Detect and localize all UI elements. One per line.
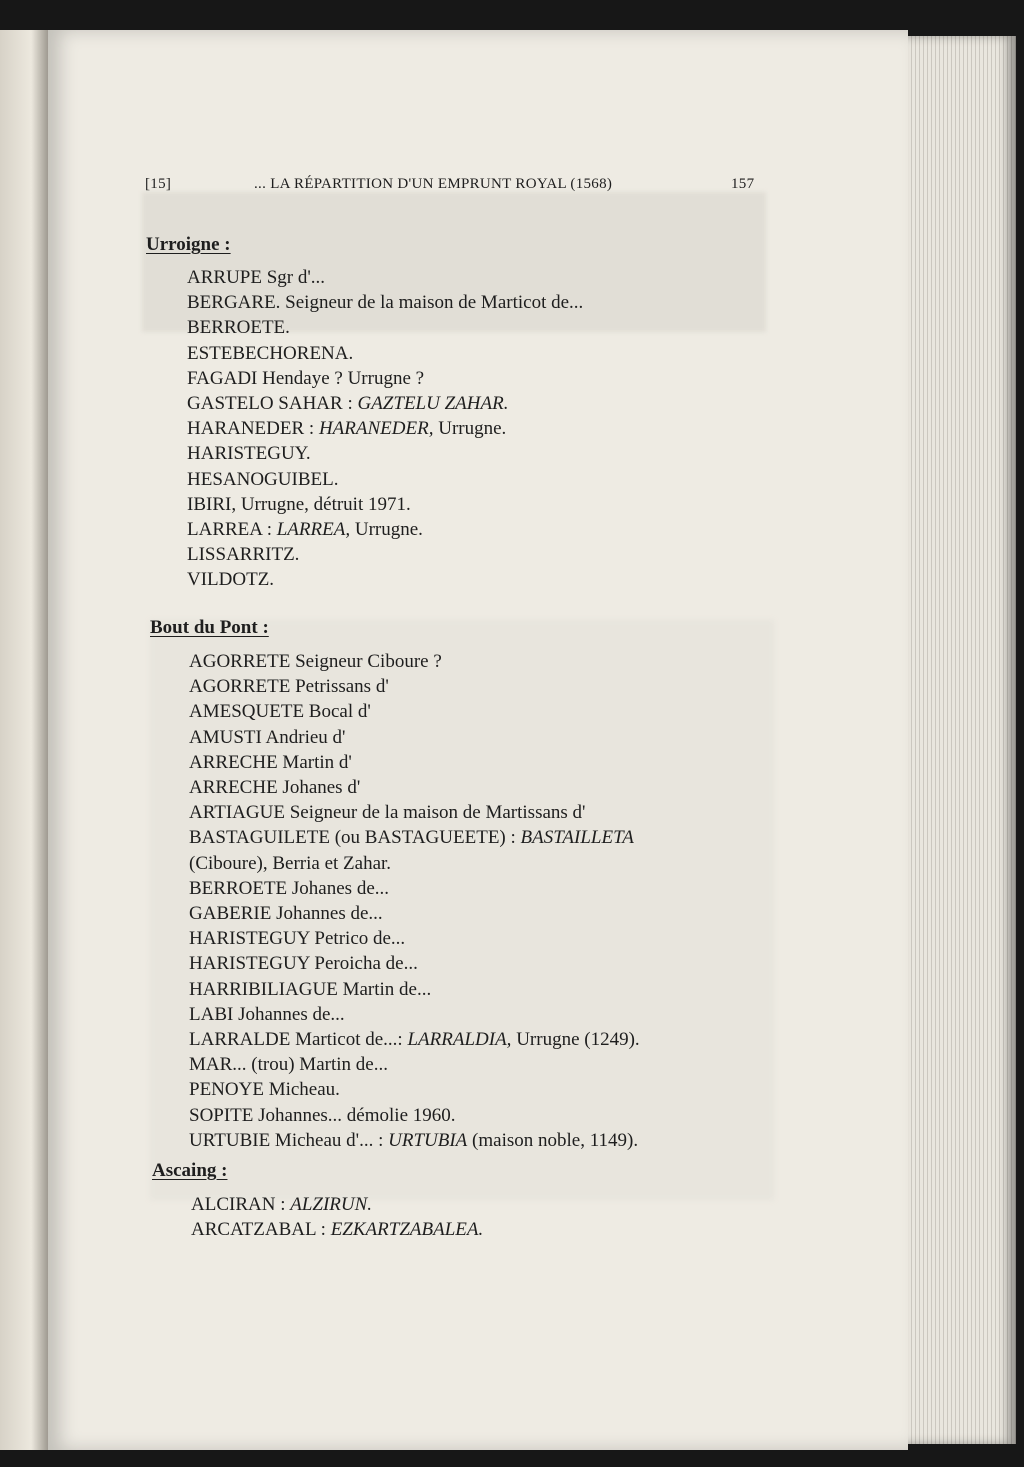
list-item — [189, 750, 640, 775]
section-title-ascaing: Ascaing : — [152, 1160, 228, 1181]
entry-text: BERGARE. Seigneur de la maison de Marticot de... — [187, 292, 584, 314]
entry-text: (maison noble, 1149). — [467, 1129, 639, 1151]
basque-name: URTUBIA — [388, 1129, 468, 1151]
list-item — [189, 649, 640, 674]
entry-text: IBIRI, Urrugne, détruit 1971. — [187, 493, 411, 515]
entry-text: MAR... (trou) Martin de... — [189, 1054, 388, 1076]
list-item — [189, 876, 640, 901]
entry-text: GABERIE Johannes de... — [189, 903, 383, 925]
entry-text: LABI Johannes de... — [189, 1003, 345, 1025]
basque-name: LARRALDIA, — [407, 1029, 512, 1051]
entry-text: BASTAGUILETE (ou BASTAGUEETE) : — [189, 827, 521, 849]
entry-text: LARREA : — [187, 519, 277, 541]
section-title-urroigne: Urroigne : — [146, 234, 231, 255]
list-item — [189, 977, 640, 1002]
list-item — [187, 290, 583, 315]
entry-text: ARRECHE Johanes d' — [189, 777, 361, 799]
page-edges — [908, 36, 1016, 1444]
list-item — [187, 315, 583, 340]
list-item — [191, 1217, 483, 1242]
entry-text: SOPITE Johannes... démolie 1960. — [189, 1104, 456, 1126]
list-item — [187, 542, 583, 567]
list-item — [189, 1002, 640, 1027]
entry-text: PENOYE Micheau. — [189, 1079, 340, 1101]
entry-text: BERROETE Johanes de... — [189, 877, 390, 899]
entry-text: AMUSTI Andrieu d' — [189, 726, 346, 748]
entry-text: HARANEDER : — [187, 418, 319, 440]
entry-text: Urrugne. — [350, 519, 423, 541]
basque-name: EZKARTZABALEA. — [330, 1219, 484, 1241]
entry-text: ARTIAGUE Seigneur de la maison de Martissans d' — [189, 802, 586, 824]
entry-text: LISSARRITZ. — [187, 544, 300, 566]
entry-text: FAGADI Hendaye ? Urrugne ? — [187, 367, 425, 389]
entry-text: HARISTEGUY Peroicha de... — [189, 953, 418, 975]
basque-name: ALZIRUN. — [290, 1194, 373, 1215]
list-item — [189, 1103, 640, 1128]
list-item — [187, 416, 583, 441]
list-item — [189, 951, 640, 976]
list-item — [189, 800, 640, 825]
entry-text: ARRECHE Martin d' — [189, 751, 352, 773]
list-item — [189, 775, 640, 800]
entry-text: VILDOTZ. — [187, 569, 275, 591]
section-title-bout-du-pont: Bout du Pont : — [150, 617, 269, 638]
list-item — [189, 725, 640, 750]
list-item — [189, 1128, 640, 1153]
basque-name: BASTAILLETA — [520, 827, 634, 849]
list-item — [189, 901, 640, 926]
entry-text: ALCIRAN : — [191, 1194, 291, 1215]
entry-text: HARISTEGUY. — [187, 443, 311, 465]
entry-list-ascaing — [191, 1192, 483, 1242]
basque-name: LARREA, — [276, 519, 351, 541]
list-item — [191, 1192, 483, 1217]
entry-text: Urrugne (1249). — [511, 1029, 640, 1051]
entry-text: ESTEBECHORENA. — [187, 342, 354, 364]
list-item — [189, 1077, 640, 1102]
list-item — [187, 492, 583, 517]
page-number: 157 — [731, 176, 755, 192]
left-page-edge — [0, 30, 48, 1450]
list-item — [189, 699, 640, 724]
entry-text: ARCATZABAL : — [191, 1219, 331, 1241]
entry-text: URTUBIE Micheau d'... : — [189, 1129, 389, 1151]
entry-text: HARRIBILIAGUE Martin de... — [189, 978, 432, 1000]
list-item — [189, 674, 640, 699]
entry-text: LARRALDE Marticot de...: — [189, 1029, 408, 1051]
list-item — [187, 265, 583, 290]
entry-list-bout-du-pont — [189, 649, 640, 1153]
running-title: ... LA RÉPARTITION D'UN EMPRUNT ROYAL (1568) — [254, 176, 613, 192]
entry-text: (Ciboure), Berria et Zahar. — [189, 852, 392, 874]
entry-text: HARISTEGUY Petrico de... — [189, 928, 406, 950]
entry-text: AGORRETE Seigneur Ciboure ? — [189, 651, 442, 672]
basque-name: HARANEDER, — [318, 418, 434, 440]
list-item — [189, 851, 640, 876]
list-item — [187, 467, 583, 492]
entry-text: ARRUPE Sgr d'... — [187, 267, 326, 288]
basque-name: GAZTELU ZAHAR. — [357, 393, 509, 415]
entry-text: GASTELO SAHAR : — [187, 393, 358, 415]
list-item — [187, 341, 583, 366]
list-item — [187, 441, 583, 466]
list-item — [189, 926, 640, 951]
entry-text: HESANOGUIBEL. — [187, 468, 339, 490]
entry-list-urroigne — [187, 265, 583, 593]
section-number: [15] — [145, 176, 172, 192]
entry-text: BERROETE. — [187, 317, 290, 339]
entry-text: Urrugne. — [433, 418, 507, 440]
list-item — [187, 366, 583, 391]
entry-text: AMESQUETE Bocal d' — [189, 701, 371, 723]
list-item — [187, 567, 583, 592]
entry-text: AGORRETE Petrissans d' — [189, 676, 389, 698]
list-item — [189, 1027, 640, 1052]
list-item — [189, 1052, 640, 1077]
list-item — [187, 517, 583, 542]
list-item — [189, 825, 640, 850]
list-item — [187, 391, 583, 416]
